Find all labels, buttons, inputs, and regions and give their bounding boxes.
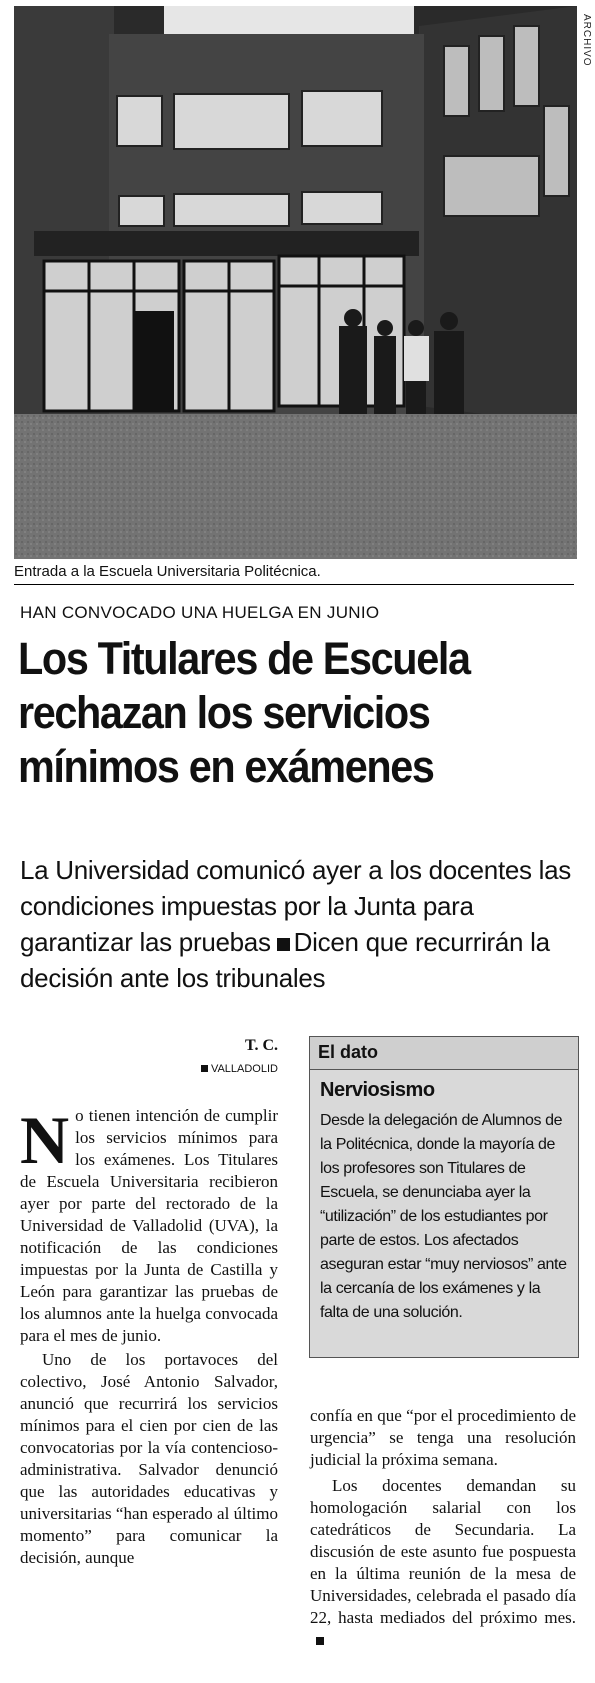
article-column-2	[310, 1405, 576, 1651]
end-mark-icon	[316, 1637, 324, 1645]
article-column-1	[20, 1102, 278, 1569]
byline: T. C.	[244, 1037, 278, 1054]
paragraph-3	[310, 1475, 576, 1651]
paragraph-1-text: o tienen intención de cumplir los servicios mínimos para los exámenes. Los Titulares de Escuela Universitaria recibieron ayer por parte del rectorado de la Universidad de Valladolid (UVA), la notificación de las condiciones impuestas por la Junta de Castilla y León para garantizar las pruebas de los alumnos ante la huelga convocada para el mes de junio.	[20, 1106, 278, 1345]
square-separator-icon	[277, 938, 290, 951]
photo-caption: Entrada a la Escuela Universitaria Politécnica.	[14, 563, 574, 585]
dateline	[130, 1063, 278, 1075]
square-bullet-icon	[201, 1065, 208, 1072]
subheadline-part-1: La Universidad comunicó ayer a los docentes las condiciones impuestas por la Junta para garantizar las pruebas	[20, 855, 571, 957]
paragraph-2-continued: confía en que “por el procedimiento de urgencia” se tenga una resolución judicial la próxima semana.	[310, 1406, 576, 1469]
kicker: HAN CONVOCADO UNA HUELGA EN JUNIO	[20, 603, 380, 622]
paragraph-3-text: Los docentes demandan su homologación salarial con los catedráticos de Secundaria. La discusión de este asunto fue pospuesta en la última reunión de la mesa de Universidades, celebrada el pasado día 22, hasta mediados del próximo mes.	[310, 1476, 576, 1627]
building-photo-image	[14, 6, 577, 559]
subheadline-part-2: Dicen que recurrirán la decisión ante los tribunales	[20, 927, 550, 993]
archive-credit: ARCHIVO	[581, 14, 592, 67]
sidebar-text: Desde la delegación de Alumnos de la Politécnica, donde la mayoría de los profesores son Titulares de Escuela, se denunciaba ayer la “utilización” de los estudiantes por parte de estos. Los afectados aseguran estar “muy nerviosos” ante la cercanía de los exámenes y la falta de una solución.	[320, 1112, 567, 1321]
subheadline	[20, 852, 580, 996]
headline: Los Titulares de Escuela rechazan los servicios mínimos en exámenes	[18, 633, 470, 792]
dateline-text: VALLADOLID	[210, 1063, 278, 1075]
building-photo	[14, 6, 577, 559]
drop-cap: N	[20, 1102, 70, 1178]
sidebar-title: Nerviosismo	[320, 1079, 435, 1101]
sidebar-header	[310, 1037, 578, 1070]
sidebar-box	[309, 1036, 579, 1358]
sidebar-label: El dato	[318, 1042, 379, 1062]
paragraph-1	[20, 1102, 278, 1347]
paragraph-2: Uno de los portavoces del colectivo, José Antonio Salvador, anunció que recurrirá los servicios mínimos para el cien por cien de las convocatorias por la vía contencioso-administrativa. Salvador denunció que las autoridades educativas y universitarias “han esperado al último momento” para comunicar la decisión, aunque	[20, 1350, 278, 1567]
